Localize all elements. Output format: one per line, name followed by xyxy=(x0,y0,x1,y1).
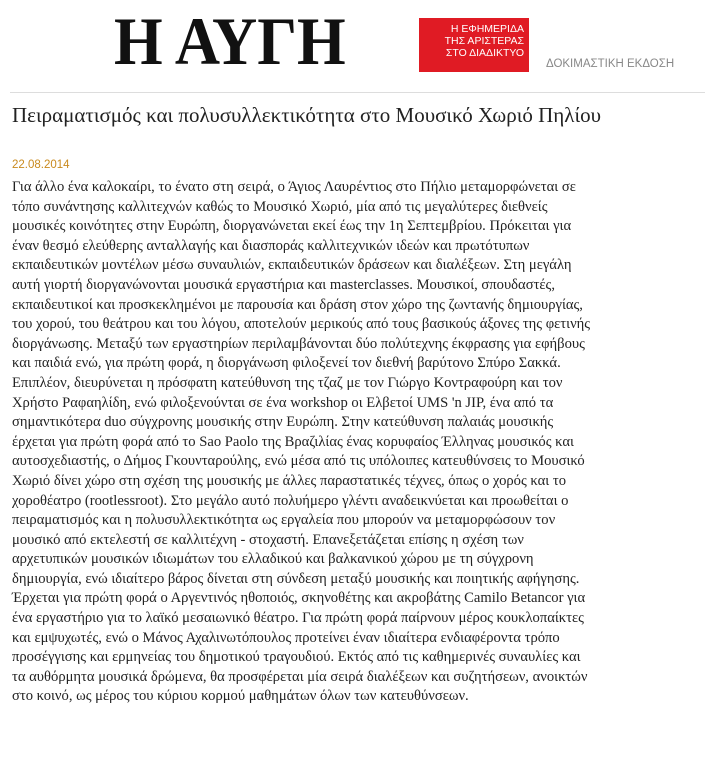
article-line: σημαντικότερα duo σύγχρονης μουσικής στην Ευρώπη. Στην κατεύθυνση παλαιάς μουσικής xyxy=(12,414,554,431)
article-line: διοργάνωσης. Μεταξύ των εργαστηρίων περιλαμβάνονται δύο πολύτεχνης έκφρασης για εφήβους xyxy=(12,335,585,352)
article-line: και εμψυχωτές, ενώ ο Μάνος Αχαλινωτόπουλος προτείνει έναν ιδιαίτερα ενδιαφέροντα τρόπο xyxy=(12,629,560,646)
article-line: ένα εργαστήριο για το λαϊκό μεσαιωνικό θέατρο. Για πρώτη φορά παίρνουν μέρος κουκλοπαίκτες xyxy=(12,610,584,627)
article-line: του χορού, του θεάτρου και του λόγου, αποτελούν μερικούς από τους βασικούς άξονες της φετινής xyxy=(12,316,591,333)
masthead-divider xyxy=(10,92,705,93)
article-line: αρχετυπικών μουσικών ιδιωμάτων του ελλαδικού και βαλκανικού χώρου με τη σύγχρονη xyxy=(12,551,534,568)
masthead xyxy=(0,0,715,92)
article-line: Χρήστο Ραφαηλίδη, ενώ φιλοξενούνται σε ένα workshop οι Ελβετοί UMS 'n JIP, ένα από τα xyxy=(12,394,554,411)
article-line: εκπαιδευτικών μοντέλων μέσω συναυλιών, εκπαιδευτικών δράσεων και διαλέξεων. Στη μεγάλη xyxy=(12,257,572,274)
article-line: μουσικό από εκτελεστή σε καλλιτέχνη - στοχαστή. Επανεξετάζεται επίσης η σχέση των xyxy=(12,531,524,548)
article-date: 22.08.2014 xyxy=(12,159,70,171)
edition-label: ΔΟΚΙΜΑΣΤΙΚΗ ΕΚΔΟΣΗ xyxy=(546,58,675,70)
article-line: αυτή γιορτή διοργανώνονται μουσικά εργαστήρια και masterclasses. Μουσικοί, σπουδαστές, xyxy=(12,276,555,293)
article-line: τα αυθόρμητα μουσικά δρώμενα, θα προσφέρεται μία σειρά διαλέξεων και συζητήσεων, ανοικτών xyxy=(12,668,588,685)
article-title: Πειραματισμός και πολυσυλλεκτικότητα στο Μουσικό Χωριό Πηλίου xyxy=(12,103,602,127)
article-line: και παιδιά ενώ, για πρώτη φορά, η διοργάνωση φιλοξενεί τον διεθνή βαρύτονο Σπύρο Σακκά. xyxy=(12,355,561,372)
article-line: τόπο συνάντησης καλλιτεχνών καθώς το Μουσικό Χωριό, μία από τις μεγαλύτερες διεθνείς xyxy=(12,198,548,215)
tagline-line: Η ΕΦΗΜΕΡΙΔΑ xyxy=(450,23,524,35)
article-line: πειραματισμός και η πολυσυλλεκτικότητα ως εργαλεία που μπορούν να μεταμορφώσουν τον xyxy=(12,512,556,529)
article-line: Για άλλο ένα καλοκαίρι, το ένατο στη σειρά, ο Άγιος Λαυρέντιος στο Πήλιο μεταμορφώνεται σε xyxy=(12,179,576,195)
tagline-badge xyxy=(419,18,529,72)
article-line: Χωριό δίνει χώρο στη σχέση της μουσικής με άλλες παραστατικές τέχνες, όπως ο χορός και το xyxy=(12,472,566,489)
article-line: στο κοινό, ως μέρος του κύριου κορμού μαθημάτων όλων των κατευθύνσεων. xyxy=(12,688,469,705)
article-line: εκπαιδευτικοί και προσκεκλημένοι με παρουσία και δράση στον χώρο της ζωντανής δημιουργίας, xyxy=(12,296,583,313)
article-line: δημιουργία, ενώ ιδιαίτερο βάρος δίνεται στη σύνδεση μεταξύ μουσικής και ποιητικής αφήγησης. xyxy=(12,570,580,587)
article-line: προσέγγισης και ερμηνείας του δημοτικού τραγουδιού. Εκτός από τις καθημερινές συναυλίες και xyxy=(12,649,581,666)
article-line: Επιπλέον, διευρύνεται η πρόσφατη κατεύθυνση της τζαζ με τον Γιώργο Κοντραφούρη και τον xyxy=(12,374,563,391)
article-body xyxy=(12,178,700,707)
article-line: αυτοσχεδιαστής, ο Δήμος Γκουνταρούλης, ενώ μέσα από τις υπόλοιπες κατευθύνσεις το Μουσικό xyxy=(12,453,585,470)
article-line: μουσικές κοινότητες στην Ευρώπη, διοργανώνεται εκεί έως την 1η Σεπτεμβρίου. Πρόκειται για xyxy=(12,218,572,235)
tagline-line: ΣΤΟ ΔΙΑΔΙΚΤΥΟ xyxy=(445,47,524,59)
article-line: έναν θεσμό ελεύθερης ανταλλαγής και διασποράς καλλιτεχνικών ιδεών και πρωτότυπων xyxy=(12,237,530,254)
tagline-line: ΤΗΣ ΑΡΙΣΤΕΡΑΣ xyxy=(444,35,524,47)
article-line: έρχεται για πρώτη φορά από το Sao Paolo της Βραζιλίας ένας κορυφαίος Έλληνας μουσικός και xyxy=(12,433,574,450)
newspaper-logo[interactable]: Η ΑΥΓΗ xyxy=(114,3,346,79)
article-line: Έρχεται για πρώτη φορά ο Αργεντινός ηθοποιός, σκηνοθέτης και ακροβάτης Camilo Betancor για xyxy=(12,590,586,607)
article-line: χοροθέατρο (rootlessroot). Στο μεγάλο αυτό πολυήμερο γλέντι αναδεικνύεται και προωθείται ο xyxy=(12,492,569,509)
